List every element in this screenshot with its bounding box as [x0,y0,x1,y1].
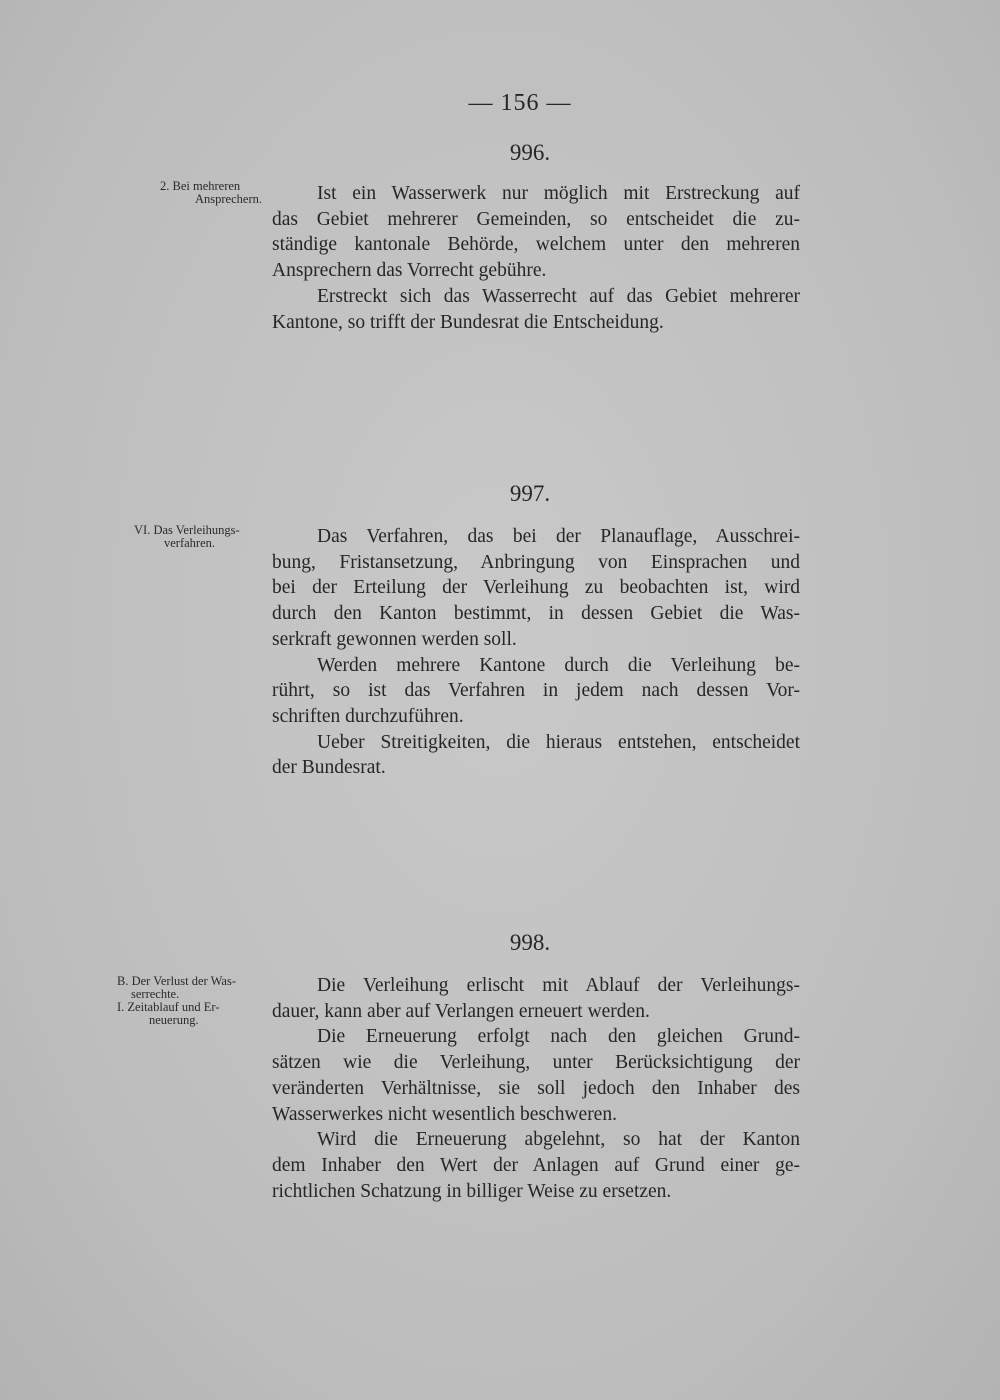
paragraph [272,730,800,781]
text-line: Ueber Streitigkeiten, die hieraus entstehen, entscheidet [317,731,800,753]
paragraph [272,181,800,284]
text-line: Die Verleihung erlischt mit Ablauf der Verleihungs- [317,975,800,996]
margin-note-line: I. Zeitablauf und Er- [117,1000,220,1014]
text-line: Werden mehrere Kantone durch die Verleihung be- [317,654,800,676]
text-line: schriften durchzuführen. [272,705,464,727]
text-line: dauer, kann aber auf Verlangen erneuert werden. [272,1000,650,1022]
text-line: Wird die Erneuerung abgelehnt, so hat der Kanton [317,1129,800,1151]
margin-note-line: verfahren. [164,536,216,550]
margin-note-line: B. Der Verlust der Was- [117,974,236,988]
text-line: ständige kantonale Behörde, welchem unter den mehreren [272,234,800,256]
margin-note-line: Ansprechern. [195,192,262,206]
article-number-998: 998. [509,930,551,955]
margin-note-998 [117,975,236,1027]
text-line: Erstreckt sich das Wasserrecht auf das Gebiet mehrerer [317,285,800,307]
text-line: Ist ein Wasserwerk nur möglich mit Erstreckung auf [317,183,800,204]
paragraph [272,1024,800,1127]
text-line: bei der Erteilung der Verleihung zu beobachten ist, wird [272,577,800,599]
text-line: das Gebiet mehrerer Gemeinden, so entscheidet die zu- [272,208,800,230]
margin-note-line: serrechte. [131,987,180,1001]
margin-note-line: 2. Bei mehreren [160,179,241,193]
text-line: durch den Kanton bestimmt, in dessen Gebiet die Was- [272,603,800,625]
article-body-996 [272,181,800,335]
text-line: bung, Fristansetzung, Anbringung von Einsprachen und [272,551,800,573]
paragraph [272,973,800,1024]
article-body-997 [272,524,800,781]
paragraph [272,1127,800,1204]
text-line: Das Verfahren, das bei der Planauflage, Ausschrei- [317,526,800,547]
paragraph [272,653,800,730]
text-line: dem Inhaber den Wert der Anlagen auf Grund einer ge- [272,1154,800,1176]
text-line: Ansprechern das Vorrecht gebühre. [272,260,547,282]
text-line: Kantone, so trifft der Bundesrat die Entscheidung. [272,311,664,333]
margin-note-996 [160,180,262,206]
page-number: — 156 — [468,90,572,116]
margin-note-line: neuerung. [149,1013,199,1027]
text-line: serkraft gewonnen werden soll. [272,628,517,650]
text-line: rührt, so ist das Verfahren in jedem nach dessen Vor- [272,680,800,702]
paragraph [272,284,800,335]
article-body-998 [272,973,800,1204]
text-line: veränderten Verhältnisse, sie soll jedoch den Inhaber des [272,1077,800,1099]
article-number-997: 997. [509,481,551,506]
paragraph [272,524,800,653]
text-line: der Bundesrat. [272,757,386,779]
text-line: Wasserwerkes nicht wesentlich beschweren. [272,1103,617,1125]
text-line: richtlichen Schatzung in billiger Weise zu ersetzen. [272,1180,672,1202]
text-line: sätzen wie die Verleihung, unter Berücksichtigung der [272,1052,800,1074]
margin-note-997 [134,524,240,550]
text-line: Die Erneuerung erfolgt nach den gleichen Grund- [317,1026,800,1048]
margin-note-line: VI. Das Verleihungs- [134,523,240,537]
article-number-996: 996. [509,140,551,165]
